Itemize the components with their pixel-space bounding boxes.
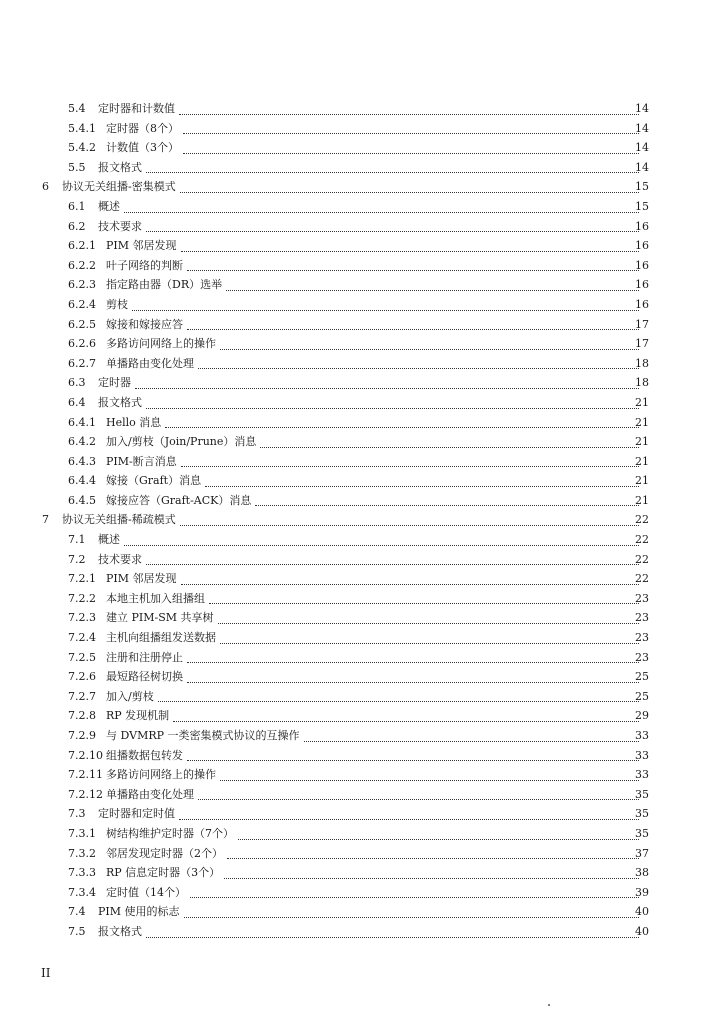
toc-entry-number: 7.3.1 xyxy=(68,826,96,840)
dot-leader xyxy=(187,681,639,683)
dot-leader xyxy=(227,857,639,859)
dot-leader xyxy=(205,485,639,487)
dot-leader xyxy=(198,367,639,369)
toc-entry-number: 6 xyxy=(42,180,49,194)
toc-entry xyxy=(0,667,701,687)
toc-entry-page: 35 xyxy=(635,787,649,801)
dot-leader xyxy=(179,113,639,115)
toc-entry-title: 报文格式 xyxy=(98,924,142,938)
toc-entry-page: 21 xyxy=(635,435,649,449)
dot-leader xyxy=(260,446,639,448)
toc-entry xyxy=(0,315,701,335)
toc-entry-number: 5.4.1 xyxy=(68,121,96,135)
toc-entry-title: 定时值（14个） xyxy=(106,885,186,899)
toc-entry-page: 25 xyxy=(635,670,649,684)
toc-entry-number: 7.4 xyxy=(68,905,86,919)
dot-leader xyxy=(218,622,639,624)
dot-leader xyxy=(181,583,639,585)
toc-entry xyxy=(0,197,701,217)
dot-leader xyxy=(226,289,639,291)
toc-entry-page: 21 xyxy=(635,474,649,488)
dot-leader xyxy=(146,936,639,938)
toc-entry-page: 33 xyxy=(635,729,649,742)
dot-leader xyxy=(180,524,639,526)
toc-entry-number: 7.3.3 xyxy=(68,866,96,880)
toc-entry-page: 23 xyxy=(635,650,649,664)
dot-leader xyxy=(183,152,639,154)
toc-entry-page: 18 xyxy=(635,376,649,390)
toc-entry xyxy=(0,138,701,158)
toc-entry-page: 16 xyxy=(635,219,649,233)
dot-leader xyxy=(173,720,639,722)
toc-entry xyxy=(0,471,701,491)
toc-entry xyxy=(0,158,701,178)
dot-leader xyxy=(165,426,639,428)
toc-entry-title: 定时器（8个） xyxy=(106,121,179,135)
dot-leader xyxy=(187,269,639,271)
dot-leader xyxy=(220,779,639,781)
toc-entry-page: 15 xyxy=(635,180,649,194)
toc-entry-page: 21 xyxy=(635,415,649,429)
toc-entry-page: 33 xyxy=(635,768,649,782)
toc-entry-number: 7.2 xyxy=(68,552,86,566)
toc-entry xyxy=(0,863,701,883)
toc-entry xyxy=(0,452,701,472)
toc-entry-title: 组播数据包转发 xyxy=(106,748,183,762)
dot-leader xyxy=(220,348,639,350)
toc-entry xyxy=(0,432,701,452)
toc-entry-page: 22 xyxy=(635,533,649,547)
toc-entry xyxy=(0,236,701,256)
dot-leader xyxy=(190,896,639,898)
toc-entry-number: 7.2.5 xyxy=(68,650,96,664)
dot-leader xyxy=(187,328,639,330)
toc-entry-title: 多路访问网络上的操作 xyxy=(106,337,216,351)
toc-entry-number: 7.2.10 xyxy=(68,748,103,762)
dot-leader xyxy=(304,740,639,742)
toc-entry-page: 17 xyxy=(635,337,649,351)
toc-entry-page: 18 xyxy=(635,356,649,370)
toc-entry-page: 16 xyxy=(635,278,649,292)
toc-entry-number: 7.2.11 xyxy=(68,768,103,782)
toc-entry-number: 6.2.4 xyxy=(68,297,96,311)
toc-entry-page: 35 xyxy=(635,826,649,840)
toc-entry-number: 5.5 xyxy=(68,160,86,174)
toc-entry-title: RP 信息定时器（3个） xyxy=(106,866,221,880)
toc-entry xyxy=(0,99,701,119)
toc-entry-number: 7.2.7 xyxy=(68,689,96,703)
toc-entry-page: 14 xyxy=(635,102,649,115)
toc-entry-title: 定时器 xyxy=(98,376,131,390)
dot-leader xyxy=(183,132,639,134)
toc-entry xyxy=(0,785,701,805)
toc-entry-page: 17 xyxy=(635,317,649,331)
dot-leader xyxy=(135,387,639,389)
toc-entry-number: 6.1 xyxy=(68,199,86,213)
toc-entry-page: 40 xyxy=(635,905,649,919)
toc-entry-number: 6.4.3 xyxy=(68,454,96,468)
toc-entry-number: 6.2.2 xyxy=(68,258,96,272)
toc-entry-title: PIM 邻居发现 xyxy=(106,239,177,253)
dot-leader xyxy=(187,661,639,663)
toc-entry xyxy=(0,648,701,668)
toc-entry-title: 概述 xyxy=(98,533,120,547)
toc-entry-title: 嫁接应答（Graft-ACK）消息 xyxy=(106,493,252,507)
toc-entry-number: 7.2.4 xyxy=(68,631,96,645)
toc-entry-title: 定时器和计数值 xyxy=(98,102,175,115)
toc-entry-title: 最短路径树切换 xyxy=(106,670,183,684)
dot-leader xyxy=(146,230,639,232)
toc-entry-title: PIM-断言消息 xyxy=(106,454,177,468)
toc-entry-title: 指定路由器（DR）选举 xyxy=(106,278,223,292)
toc-entry xyxy=(0,510,701,530)
toc-entry xyxy=(0,765,701,785)
toc-entry-title: 嫁接和嫁接应答 xyxy=(106,317,183,331)
toc-entry-number: 6.4.1 xyxy=(68,415,96,429)
toc-entry-title: 单播路由变化处理 xyxy=(106,787,194,801)
dot-leader xyxy=(146,171,639,173)
toc-entry-page: 21 xyxy=(635,493,649,507)
toc-entry-title: 剪枝 xyxy=(106,297,128,311)
dot-leader xyxy=(146,563,639,565)
toc-entry-page: 23 xyxy=(635,631,649,645)
dot-leader xyxy=(124,544,639,546)
toc-entry-page: 37 xyxy=(635,846,649,860)
toc-entry-title: 技术要求 xyxy=(98,219,142,233)
toc-entry-number: 7.2.8 xyxy=(68,709,96,723)
toc-entry-number: 5.4 xyxy=(68,102,86,115)
toc-entry-number: 7.2.9 xyxy=(68,729,96,742)
toc-entry-number: 7.5 xyxy=(68,924,86,938)
toc-entry xyxy=(0,706,701,726)
toc-entry-page: 38 xyxy=(635,866,649,880)
toc-entry-title: Hello 消息 xyxy=(106,415,162,429)
toc-entry-title: 嫁接（Graft）消息 xyxy=(106,474,202,488)
toc-entry-page: 23 xyxy=(635,611,649,625)
toc-entry-title: 注册和注册停止 xyxy=(106,650,183,664)
toc-entry-number: 6.2.1 xyxy=(68,239,96,253)
toc-entry-title: RP 发现机制 xyxy=(106,709,170,723)
toc-entry-number: 6.2 xyxy=(68,219,86,233)
toc-entry-number: 7.3.2 xyxy=(68,846,96,860)
toc-entry xyxy=(0,628,701,648)
toc-entry-page: 35 xyxy=(635,807,649,821)
dot-leader xyxy=(187,759,639,761)
toc-entry-page: 33 xyxy=(635,748,649,762)
toc-entry-title: 邻居发现定时器（2个） xyxy=(106,846,223,860)
toc-entry-page: 16 xyxy=(635,239,649,253)
dot-leader xyxy=(146,407,639,409)
toc-entry xyxy=(0,530,701,550)
toc-entry xyxy=(0,354,701,374)
dot-leader xyxy=(124,211,639,213)
dot-leader xyxy=(158,700,639,702)
toc-entry xyxy=(0,413,701,433)
toc-entry-title: 加入/剪枝（Join/Prune）消息 xyxy=(106,435,257,449)
toc-entry-page: 16 xyxy=(635,297,649,311)
toc-entry xyxy=(0,334,701,354)
toc-entry-number: 7.1 xyxy=(68,533,86,547)
dot-leader xyxy=(181,250,639,252)
toc-entry-number: 6.4.4 xyxy=(68,474,96,488)
toc-entry xyxy=(0,824,701,844)
toc-entry-number: 6.2.3 xyxy=(68,278,96,292)
toc-entry xyxy=(0,922,701,942)
toc-entry-title: 协议无关组播-密集模式 xyxy=(62,180,176,194)
toc-entry-number: 7.3.4 xyxy=(68,885,96,899)
toc-entry-number: 5.4.2 xyxy=(68,141,96,155)
toc-entry xyxy=(0,373,701,393)
toc-entry-number: 7.2.6 xyxy=(68,670,96,684)
toc-entry-number: 7.2.2 xyxy=(68,591,96,605)
toc-entry-page: 21 xyxy=(635,395,649,409)
toc-entry-title: 树结构维护定时器（7个） xyxy=(106,826,234,840)
toc-entry xyxy=(0,217,701,237)
toc-entry-title: 叶子网络的判断 xyxy=(106,258,183,272)
toc-entry-title: 与 DVMRP 一类密集模式协议的互操作 xyxy=(106,729,300,742)
dot-leader xyxy=(238,838,639,840)
toc-entry-page: 29 xyxy=(635,709,649,723)
toc-entry-title: 概述 xyxy=(98,199,120,213)
dot-leader xyxy=(198,798,639,800)
toc-entry xyxy=(0,589,701,609)
dot-leader xyxy=(220,642,639,644)
toc-entry-title: 主机向组播组发送数据 xyxy=(106,631,216,645)
toc-entry-page: 16 xyxy=(635,258,649,272)
toc-entry-title: 多路访问网络上的操作 xyxy=(106,768,216,782)
toc-entry-number: 7.2.3 xyxy=(68,611,96,625)
toc-entry xyxy=(0,804,701,824)
dot-leader xyxy=(179,818,639,820)
toc-entry-number: 6.2.7 xyxy=(68,356,96,370)
toc-entry xyxy=(0,177,701,197)
page-folio: II xyxy=(41,966,51,980)
toc-entry-page: 25 xyxy=(635,689,649,703)
toc-entry-number: 6.4.2 xyxy=(68,435,96,449)
toc-entry-page: 22 xyxy=(635,513,649,527)
toc-entry xyxy=(0,256,701,276)
toc-entry-title: 报文格式 xyxy=(98,395,142,409)
toc-entry-page: 39 xyxy=(635,885,649,899)
toc-entry-title: 定时器和定时值 xyxy=(98,807,175,821)
dot-leader xyxy=(224,877,639,879)
toc-entry-number: 7.2.1 xyxy=(68,572,96,586)
toc-entry xyxy=(0,746,701,766)
toc-entry-number: 6.3 xyxy=(68,376,86,390)
toc-entry xyxy=(0,275,701,295)
toc-entry-number: 6.2.5 xyxy=(68,317,96,331)
toc-entry xyxy=(0,608,701,628)
toc-entry xyxy=(0,844,701,864)
toc-entry-title: 单播路由变化处理 xyxy=(106,356,194,370)
toc-entry xyxy=(0,569,701,589)
toc-entry xyxy=(0,295,701,315)
toc-entry-title: 建立 PIM-SM 共享树 xyxy=(106,611,214,625)
table-of-contents xyxy=(0,99,701,942)
toc-entry xyxy=(0,119,701,139)
scan-speck xyxy=(548,1004,550,1006)
dot-leader xyxy=(209,602,639,604)
toc-entry-number: 6.4 xyxy=(68,395,86,409)
toc-entry-page: 14 xyxy=(635,141,649,155)
toc-entry-title: 技术要求 xyxy=(98,552,142,566)
toc-entry-number: 7.3 xyxy=(68,807,86,821)
toc-entry-title: 协议无关组播-稀疏模式 xyxy=(62,513,176,527)
toc-entry-page: 21 xyxy=(635,454,649,468)
toc-entry-title: PIM 邻居发现 xyxy=(106,572,177,586)
toc-entry-number: 7.2.12 xyxy=(68,787,103,801)
toc-entry-page: 40 xyxy=(635,924,649,938)
dot-leader xyxy=(184,916,639,918)
toc-entry-page: 14 xyxy=(635,160,649,174)
toc-entry-number: 6.2.6 xyxy=(68,337,96,351)
toc-entry xyxy=(0,491,701,511)
toc-entry-page: 23 xyxy=(635,591,649,605)
toc-entry-number: 7 xyxy=(42,513,49,527)
toc-entry-title: 本地主机加入组播组 xyxy=(106,591,205,605)
toc-entry-page: 15 xyxy=(635,199,649,213)
toc-entry xyxy=(0,726,701,746)
toc-entry xyxy=(0,393,701,413)
dot-leader xyxy=(180,191,639,193)
toc-entry-page: 22 xyxy=(635,552,649,566)
toc-entry-title: 报文格式 xyxy=(98,160,142,174)
toc-entry-title: PIM 使用的标志 xyxy=(98,905,180,919)
dot-leader xyxy=(132,309,639,311)
toc-entry xyxy=(0,902,701,922)
toc-entry-title: 计数值（3个） xyxy=(106,141,179,155)
toc-entry xyxy=(0,687,701,707)
toc-entry-title: 加入/剪枝 xyxy=(106,689,154,703)
toc-entry-page: 22 xyxy=(635,572,649,586)
toc-entry xyxy=(0,550,701,570)
toc-entry-number: 6.4.5 xyxy=(68,493,96,507)
dot-leader xyxy=(181,465,639,467)
toc-entry xyxy=(0,883,701,903)
dot-leader xyxy=(255,504,639,506)
toc-entry-page: 14 xyxy=(635,121,649,135)
